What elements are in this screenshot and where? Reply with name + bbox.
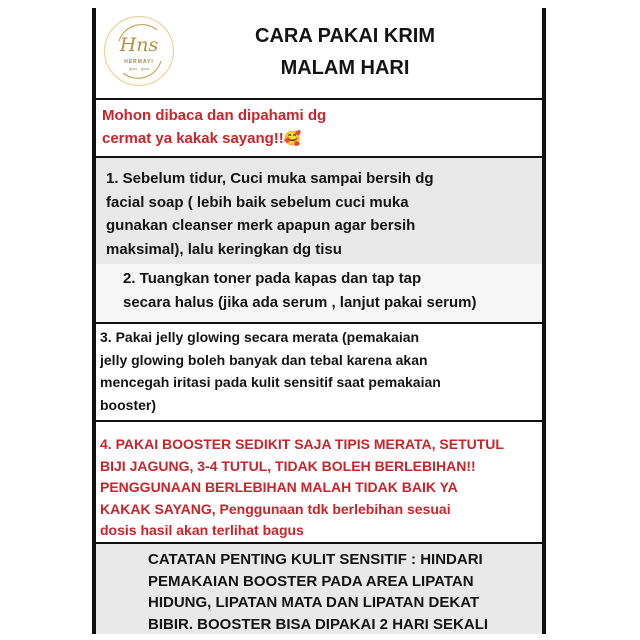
step-3-text	[100, 326, 441, 416]
step-line: 3. Pakai jelly glowing secara merata (pemakaian	[100, 329, 420, 345]
step-line: mencegah iritasi pada kulit sensitif saat pemakaian	[100, 374, 441, 390]
brand-logo	[104, 16, 174, 86]
step-line: PENGGUNAAN BERLEBIHAN MALAH TIDAK BAIK YA	[100, 479, 458, 495]
step-line: maksimal), lalu keringkan dg tisu	[106, 240, 342, 258]
step-line: 1. Sebelum tidur, Cuci muka sampai bersih dg	[106, 170, 434, 187]
page-title-line1: CARA PAKAI KRIM	[255, 25, 435, 47]
step-line: jelly glowing boleh banyak dan tebal karena akan	[100, 351, 428, 368]
notice-line	[102, 127, 326, 150]
note-line: PEMAKAIAN BOOSTER PADA AREA LIPATAN	[148, 572, 474, 590]
step-1-panel	[96, 158, 542, 264]
step-line: booster)	[100, 396, 156, 413]
step-4-warning-panel	[96, 422, 542, 542]
step-line: 2. Tuangkan toner pada kapas dan tap tap	[123, 270, 422, 287]
step-1-text	[106, 167, 434, 261]
step-2-panel	[96, 264, 542, 322]
step-line: KAKAK SAYANG, Penggunaan tdk berlebihan sesuai	[100, 500, 451, 517]
step-line: 4. PAKAI BOOSTER SEDIKIT SAJA TIPIS MERATA, SETUTUL	[100, 436, 504, 452]
notice-line-text: cermat ya kakak sayang!!	[102, 130, 284, 147]
note-text	[148, 549, 488, 634]
logo-tagline: glow · glow	[128, 66, 149, 71]
step-line: facial soap ( lebih baik sebelum cuci muka	[106, 193, 409, 211]
smiling-face-with-hearts-icon: 🥰	[283, 130, 302, 146]
step-line: BIJI JAGUNG, 3-4 TUTUL, TIDAK BOLEH BERLEBIHAN!!	[100, 457, 476, 474]
note-line: HIDUNG, LIPATAN MATA DAN LIPATAN DEKAT	[148, 594, 480, 611]
step-2-text	[123, 267, 477, 315]
notice-panel	[96, 100, 542, 156]
step-line: dosis hasil akan terlihat bagus	[100, 522, 304, 538]
notice-text	[102, 104, 326, 150]
step-4-text	[100, 434, 504, 542]
step-line: secara halus (jika ada serum , lanjut pakai serum)	[123, 294, 477, 311]
sensitive-skin-note-panel	[96, 544, 542, 634]
logo-mark: Hns	[119, 34, 159, 56]
step-line: gunakan cleanser merk apapun agar bersih	[106, 217, 416, 234]
page-title-line2: MALAM HARI	[280, 57, 410, 79]
note-line: CATATAN PENTING KULIT SENSITIF : HINDARI	[148, 551, 483, 568]
step-3-panel	[96, 324, 542, 420]
header-panel	[96, 8, 542, 98]
instruction-card	[92, 8, 546, 634]
notice-line: Mohon dibaca dan dipahami dg	[102, 107, 327, 124]
note-line: BIBIR. BOOSTER BISA DIPAKAI 2 HARI SEKALI	[148, 615, 489, 633]
logo-name: HERMAYI	[124, 59, 154, 65]
